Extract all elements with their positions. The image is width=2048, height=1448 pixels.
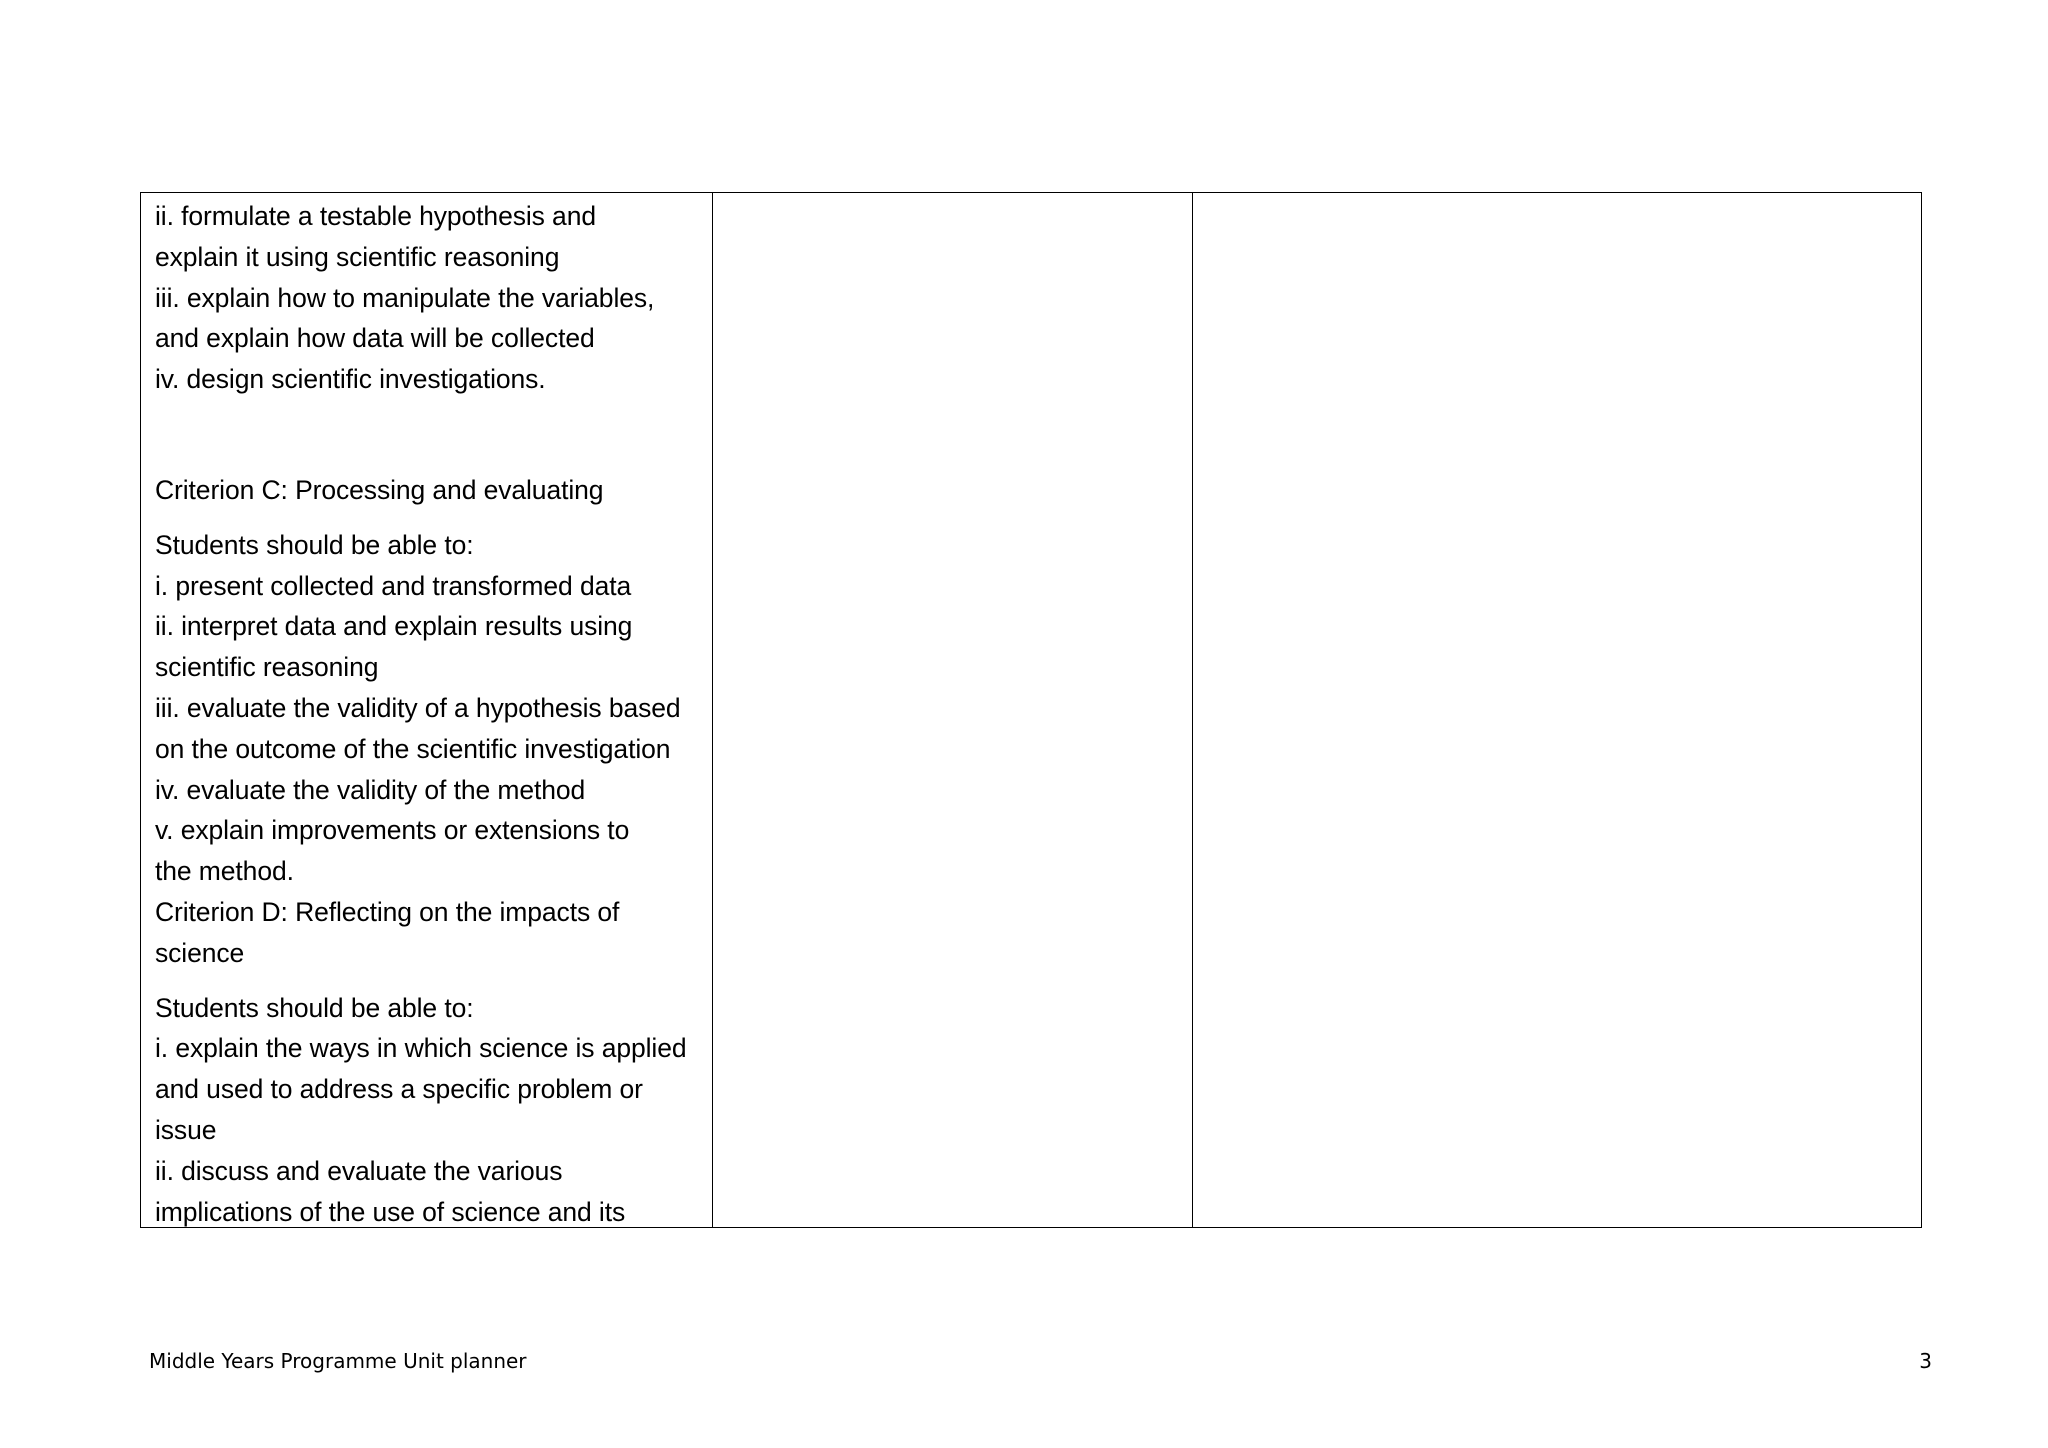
text-line: iii. explain how to manipulate the variables, [155, 282, 655, 313]
text-line: implications of the use of science and its [155, 1196, 626, 1227]
unit-planner-table [140, 192, 1922, 1228]
objectives-block-criterion-b [155, 196, 702, 400]
text-line: the method. [155, 856, 294, 887]
text-line: on the outcome of the scientific investigation [155, 733, 671, 764]
text-line: and used to address a specific problem or [155, 1074, 643, 1105]
text-line: iii. evaluate the validity of a hypothesis based [155, 692, 681, 723]
objectives-block-criterion-c [155, 525, 702, 974]
text-line: v. explain improvements or extensions to [155, 815, 630, 846]
text-line: Students should be able to: [155, 529, 474, 560]
table-cell-empty-right [1193, 193, 1921, 1227]
table-cell-empty-middle [713, 193, 1193, 1227]
text-line: ii. formulate a testable hypothesis and [155, 201, 596, 231]
criterion-c-heading: Criterion C: Processing and evaluating [155, 474, 604, 505]
text-line: i. present collected and transformed data [155, 570, 632, 601]
text-line: Students should be able to: [155, 992, 474, 1023]
criterion-d-heading: science [155, 937, 245, 968]
text-line: i. explain the ways in which science is applied [155, 1033, 687, 1064]
text-line: scientific reasoning [155, 652, 379, 683]
table-cell-objectives [141, 193, 713, 1227]
text-line: iv. design scientific investigations. [155, 364, 546, 395]
spacer [155, 400, 702, 470]
objectives-block-criterion-d [155, 988, 702, 1227]
text-line: ii. interpret data and explain results using [155, 611, 633, 642]
criterion-d-heading: Criterion D: Reflecting on the impacts of [155, 896, 620, 927]
footer-title: Middle Years Programme Unit planner [149, 1349, 527, 1373]
text-line: and explain how data will be collected [155, 323, 595, 354]
page-number: 3 [1919, 1349, 1932, 1373]
text-line: iv. evaluate the validity of the method [155, 774, 586, 805]
text-line: issue [155, 1114, 217, 1145]
text-line: ii. discuss and evaluate the various [155, 1155, 563, 1186]
text-line: explain it using scientific reasoning [155, 241, 560, 272]
spacer [155, 974, 702, 988]
spacer [155, 511, 702, 525]
